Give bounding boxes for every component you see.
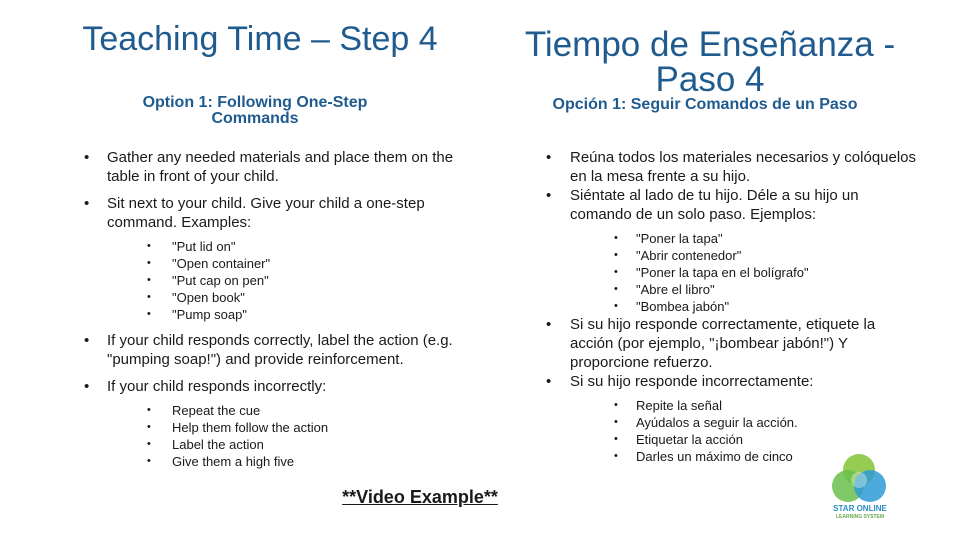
bullet-sientate	[540, 186, 920, 315]
bullet-reuna-materiales: • Reúna todos los materiales necesarios y colóquelos en la mesa frente a su hijo.	[540, 148, 920, 186]
example-item: • "Poner la tapa en el bolígrafo"	[570, 264, 920, 281]
bullet-sientate-text: Siéntate al lado de tu hijo. Déle a su hijo un comando de un solo paso. Ejemplos:	[570, 187, 859, 223]
incorrect-steps-list	[107, 402, 480, 470]
spanish-column	[540, 148, 920, 465]
step-item: • Repite la señal	[570, 397, 920, 414]
bullet-sit-next-text: Sit next to your child. Give your child a one-step command. Examples:	[107, 195, 425, 231]
ejemplos-list	[570, 230, 920, 315]
example-item: • "Abre el libro"	[570, 281, 920, 298]
step-item: • Darles un máximo de cinco	[570, 448, 920, 465]
video-example-link[interactable]: **Video Example**	[342, 487, 498, 507]
bullet-responde-incorrectamente-text: Si su hijo responde incorrectamente:	[570, 373, 814, 390]
logo-tagline: LEARNING SYSTEM	[835, 514, 885, 520]
example-item: • "Pump soap"	[107, 306, 480, 323]
example-item: • "Poner la tapa"	[570, 230, 920, 247]
spanish-bullet-list	[540, 148, 920, 465]
step-item: • Label the action	[107, 436, 480, 453]
subtitle-english: Option 1: Following One-Step Commands	[142, 94, 368, 127]
logo-text	[822, 504, 898, 522]
step-item: • Help them follow the action	[107, 419, 480, 436]
examples-list	[107, 238, 480, 323]
bullet-responds-incorrectly	[80, 377, 480, 470]
example-item: • "Open container"	[107, 255, 480, 272]
step-item: • Repeat the cue	[107, 402, 480, 419]
bullet-sit-next	[80, 194, 480, 323]
step-item: • Give them a high five	[107, 453, 480, 470]
english-bullet-list	[80, 148, 480, 470]
step-item: • Etiquetar la acción	[570, 431, 920, 448]
bullet-responds-incorrectly-text: If your child responds incorrectly:	[107, 378, 327, 395]
logo-name: STAR ONLINE	[833, 504, 887, 513]
bullet-gather-materials: • Gather any needed materials and place them on the table in front of your child.	[80, 148, 480, 186]
example-item: • "Put lid on"	[107, 238, 480, 255]
example-item: • "Bombea jabón"	[570, 298, 920, 315]
english-column	[80, 148, 480, 478]
step-item: • Ayúdalos a seguir la acción.	[570, 414, 920, 431]
bullet-responds-correctly: • If your child responds correctly, label the action (e.g. "pumping soap!") and provide reinforcement.	[80, 331, 480, 369]
bullet-responde-correctamente: • Si su hijo responde correctamente, etiquete la acción (por ejemplo, "¡bombear jabón!") Y proporcione refuerzo.	[540, 315, 920, 372]
title-english: Teaching Time – Step 4	[82, 20, 438, 58]
example-item: • "Abrir contenedor"	[570, 247, 920, 264]
example-item: • "Put cap on pen"	[107, 272, 480, 289]
title-spanish: Tiempo de Enseñanza - Paso 4	[524, 25, 896, 99]
subtitle-spanish: Opción 1: Seguir Comandos de un Paso	[552, 96, 858, 113]
example-item: • "Open book"	[107, 289, 480, 306]
